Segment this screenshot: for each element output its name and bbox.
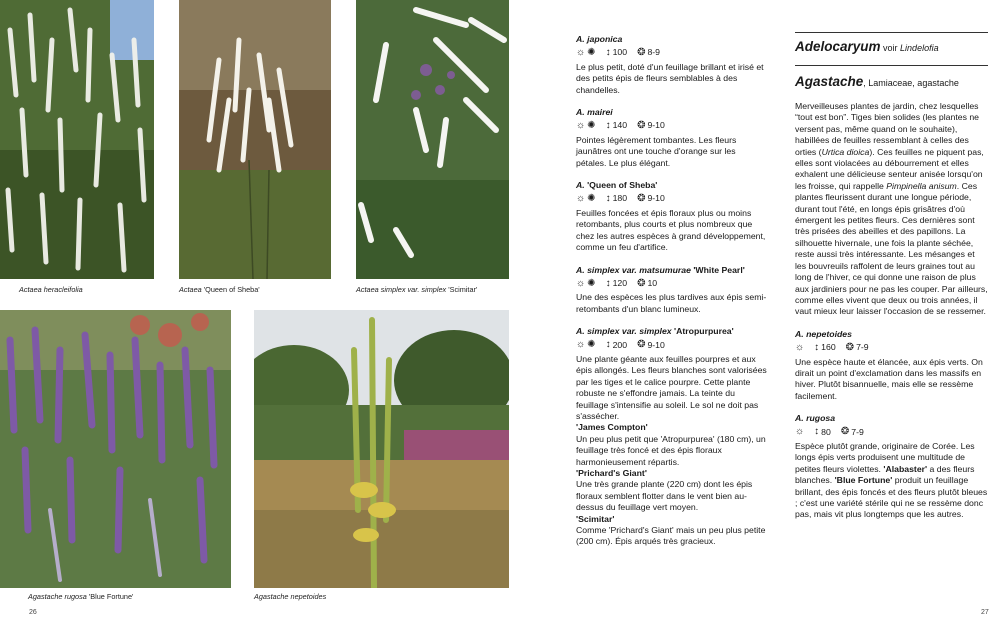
entry-rugosa (795, 413, 988, 521)
hardiness-zone-icon: ❂ (637, 339, 646, 351)
plant-description: Une espèce haute et élancée, aux épis verts. On dirait un point d'exclamation dans les massifs en hiver. Plutôt bisannuelle, mais elle se ressème facilement. (795, 356, 983, 401)
cultivar-heading: 'Prichard's Giant' (576, 468, 647, 478)
heading-agastache: Agastache, Lamiaceae, agastache (795, 74, 959, 89)
plant-description: Espèce plutôt grande, originaire de Corée. Les longs épis verts produisent une multitude de petites fleurs violettes. 'Alabaster' a des fleurs blanches. 'Blue Fortune' produit un feuillage brillant, des épis foncés et des fleurs plutôt bleues ; c'est une variété stérile qui ne se ressème donc pas, mais vit plus longtemps que les autres. (795, 440, 988, 520)
plant-heading: A. rugosa (795, 413, 836, 424)
sun-icon: ☼ (576, 120, 586, 132)
page-number-right: 27 (981, 609, 989, 616)
plant-heading: A. mairei (576, 107, 613, 118)
hardiness-zone-icon: ❂ (637, 47, 646, 59)
entry-white-pearl (576, 265, 768, 316)
hardiness-zone-icon: ❂ (637, 120, 646, 132)
height-arrow-icon: ↕ (814, 426, 820, 438)
entry-atropurpurea (576, 326, 768, 548)
plant-attributes: ☼ ✺ ↕ 200 ❂ 9-10 (576, 339, 665, 351)
genus-intro: Merveilleuses plantes de jardin, chez lesquelles “tout est bon”. Tiges bien solides (les plantes ne versent pas, même quand on le souhaite), habillées de feuilles ressemblant à celles des orties (Urtica dioica). Ces feuilles ne piquent pas, elles sont violacées au débourrement et elles exhalent une délicieuse senteur anisée lorsqu'on les froisse, qui rappelle Pimpinella anisum. Ces plantes fleurissent durant une longue période, durant tout l'été, en longs épis grisâtres d'où émergent les petites fleurs. Ces dernières sont très prisées des abeilles et des papillons. La silhouette hivernale, une fois la plante séchée, reste aussi très intéressante. Les mésanges et les bouvreuils raffolent de leurs graines tout au long de l'hiver, ce qui donne une raison de plus aux jardiniers pour ne pas les couper. Par ailleurs, comme elles vivent que deux ou trois années, il vaut mieux leur laisser l'occasion de se ressemer. (795, 101, 988, 317)
photo-actaea-scimitar (356, 0, 509, 279)
hardiness-zone-icon: ❂ (637, 277, 646, 289)
hardiness-zone-icon: ❂ (845, 341, 855, 353)
height-arrow-icon: ↕ (605, 120, 611, 132)
photo-actaea-heracleifolia (0, 0, 154, 279)
caption-actaea-queen-of-sheba: Actaea 'Queen of Sheba' (179, 285, 260, 294)
part-sun-icon: ✺ (587, 277, 596, 289)
sun-icon: ☼ (576, 339, 586, 351)
cultivar-description: Une très grande plante (220 cm) dont les épis floraux semblent flotter dans le vent bien au-dessus du feuillage vert moyen. (576, 479, 753, 513)
cultivar-heading: 'James Compton' (576, 422, 648, 433)
part-sun-icon: ✺ (587, 339, 596, 351)
divider-top (795, 32, 988, 33)
sun-icon: ☼ (795, 341, 805, 353)
caption-actaea-scimitar: Actaea simplex var. simplex 'Scimitar' (356, 285, 478, 294)
cultivar-description: Un peu plus petit que 'Atropurpurea' (180 cm), un feuillage très foncé et des épis floraux harmonieusement répartis. (576, 433, 766, 467)
photo-agastache-nepetoides (254, 310, 509, 588)
caption-actaea-heracleifolia: Actaea heracleifolia (19, 285, 83, 294)
plant-attributes: ☼ ✺ ↕ 120 ❂ 10 (576, 277, 658, 289)
divider-mid (795, 65, 988, 66)
photo-actaea-queen-of-sheba (179, 0, 331, 279)
entry-nepetoides (795, 329, 988, 402)
caption-agastache-blue-fortune: Agastache rugosa 'Blue Fortune' (28, 592, 134, 601)
part-sun-icon: ✺ (587, 193, 596, 205)
plant-attributes: ☼ ✺ ↕ 100 ❂ 8-9 (576, 47, 661, 59)
plant-description: Pointes légèrement tombantes. Les fleurs jaunâtres ont une touche d'orange sur les pétales. Le plus élégant. (576, 134, 737, 168)
hardiness-zone-icon: ❂ (637, 193, 646, 205)
caption-agastache-nepetoides: Agastache nepetoides (254, 592, 327, 601)
plant-description: Une des espèces les plus tardives aux épis semi-retombants d'un blanc lumineux. (576, 292, 767, 314)
plant-heading: A. simplex var. matsumurae 'White Pearl' (576, 264, 745, 275)
height-arrow-icon: ↕ (605, 47, 611, 59)
entry-queen-of-sheba (576, 180, 768, 253)
sun-icon: ☼ (576, 277, 586, 289)
plant-heading: A. 'Queen of Sheba' (576, 180, 658, 191)
plant-description: Le plus petit, doté d'un feuillage brillant et irisé et des petits épis de fleurs semblables à des chandelles. (576, 61, 764, 95)
hardiness-zone-icon: ❂ (840, 426, 850, 438)
height-arrow-icon: ↕ (605, 277, 611, 289)
plant-attributes: ☼ ✺ ↕ 140 ❂ 9-10 (576, 120, 665, 132)
entry-mairei (576, 107, 768, 169)
plant-heading: A. japonica (576, 34, 623, 44)
text-column-2 (795, 101, 988, 532)
sun-icon: ☼ (795, 426, 805, 438)
sun-icon: ☼ (576, 193, 586, 205)
plant-attributes: ☼ ↕ 160 ❂ 7-9 (795, 341, 869, 353)
plant-description: Une plante géante aux feuilles pourpres et aux épis allongés. Les fleurs blanches sont valorisées par les tiges et le calice pourpre. Cette plante robuste ne s'effondre jamais. La teinte du feuillage s'intensifie au soleil. Le sol ne doit pas s'assécher. (576, 353, 767, 421)
height-arrow-icon: ↕ (605, 193, 611, 205)
plant-description: Feuilles foncées et épis floraux plus ou moins retombants, plus courts et plus nombreux que chez les autres espèces à grand développement, comme un feu d'artifice. (576, 207, 766, 253)
plant-heading: A. nepetoides (795, 328, 852, 339)
height-arrow-icon: ↕ (605, 339, 611, 351)
page-number-left: 26 (29, 609, 37, 616)
part-sun-icon: ✺ (587, 47, 596, 59)
height-arrow-icon: ↕ (814, 341, 820, 353)
text-column-1 (576, 34, 768, 548)
photo-agastache-blue-fortune (0, 310, 231, 588)
sun-icon: ☼ (576, 47, 586, 59)
entry-japonica (576, 34, 768, 96)
heading-adelocaryum: Adelocaryum voir Lindelofia (795, 39, 939, 54)
cultivar-heading: 'Scimitar' (576, 513, 615, 524)
cultivar-description: Comme 'Prichard's Giant' mais un peu plus petite (200 cm). Épis arqués très gracieux. (576, 525, 766, 547)
plant-attributes: ☼ ✺ ↕ 180 ❂ 9-10 (576, 193, 665, 205)
part-sun-icon: ✺ (587, 120, 596, 132)
plant-attributes: ☼ ↕ 80 ❂ 7-9 (795, 426, 864, 438)
plant-heading: A. simplex var. simplex 'Atropurpurea' (576, 326, 734, 337)
